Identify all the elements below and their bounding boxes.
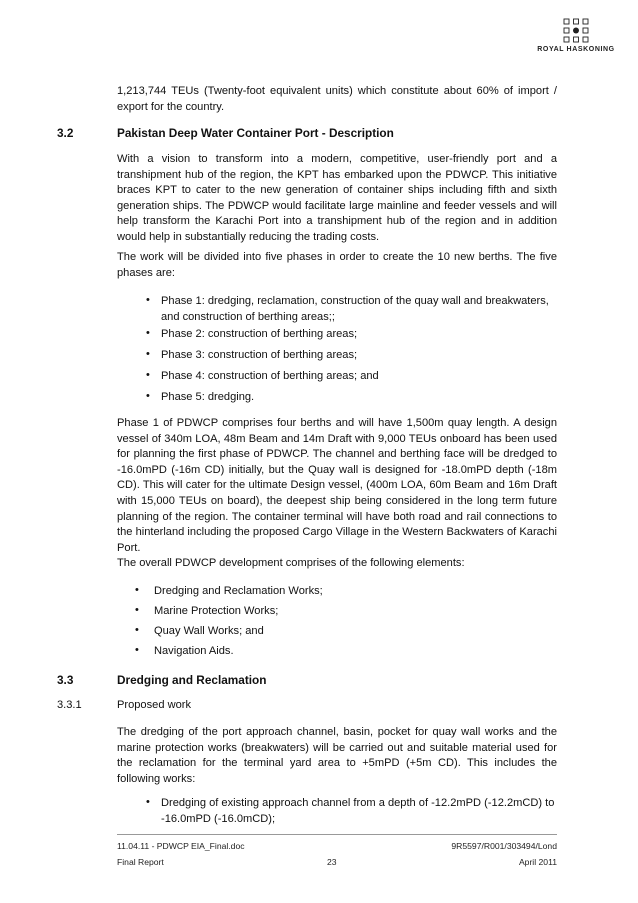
list-item: Phase 1: dredging, reclamation, construction of the quay wall and breakwaters, and construction of berthing areas;; xyxy=(161,295,549,323)
bullet: • xyxy=(146,369,150,381)
section-number: 3.3 xyxy=(57,673,74,687)
bullet: • xyxy=(146,327,150,339)
footer-divider xyxy=(117,834,557,835)
bullet: • xyxy=(135,604,139,616)
list-item: Navigation Aids. xyxy=(154,645,234,657)
subsection-title: Proposed work xyxy=(117,699,191,711)
bullet: • xyxy=(135,644,139,656)
list-item: Marine Protection Works; xyxy=(154,605,279,617)
list-item: Dredging of existing approach channel from a depth of -12.2mPD (-12.2mCD) to -16.0mPD (-16.0mCD); xyxy=(161,797,555,825)
page-number: 23 xyxy=(327,857,337,867)
bullet: • xyxy=(135,584,139,596)
list-item: Dredging and Reclamation Works; xyxy=(154,585,323,597)
footer-report: Final Report xyxy=(117,857,164,867)
bullet: • xyxy=(146,348,150,360)
section-paragraph: With a vision to transform into a modern, competitive, user-friendly port and a transhipment hub of the region, the KPT has embarked upon the PDWCP. This initiative braces KPT to cater to the new generation of container ships including fifth and sixth generation ships. The PDWCP would facilitate large mainline and feeder vessels and will help transform the Karachi Port into a transhipment hub of the region and in addition would help in substantially reducing the trading costs. xyxy=(117,153,557,243)
list-item: Phase 2: construction of berthing areas; xyxy=(161,328,358,340)
intro-paragraph: 1,213,744 TEUs (Twenty-foot equivalent units) which constitute about 60% of import / export for the country. xyxy=(117,85,557,113)
footer-filename: 11.04.11 - PDWCP EIA_Final.doc xyxy=(117,841,245,851)
subsection-number: 3.3.1 xyxy=(57,699,82,711)
list-item: Quay Wall Works; and xyxy=(154,625,264,637)
bullet: • xyxy=(146,390,150,402)
section-paragraph: Phase 1 of PDWCP comprises four berths and will have 1,500m quay length. A design vessel of 340m LOA, 48m Beam and 14m Draft with 9,000 TEUs onboard has been used for planning the first phase of PDWCP. The channel and berthing face will be dredged to -16.0mPD (-16m CD) initially, but the Quay wall is designed for -18.0mPD depth (-18m CD). This will cater for the ultimate Design vessel, (400m LOA, 60m Beam and 16m Draft with 15,000 TEUs on board), the deepest ship being considered in the long term future planning of the region. The container terminal will have both road and rail connections to the hinterland including the proposed Cargo Village in the Western Backwaters of Karachi Port. xyxy=(117,417,557,554)
list-item: Phase 5: dredging. xyxy=(161,391,255,403)
section-paragraph: The overall PDWCP development comprises of the following elements: xyxy=(117,557,465,569)
section-paragraph: The dredging of the port approach channel, basin, pocket for quay wall works and the marine protection works (breakwaters) will be carried out and suitable material used for the reclamation for the terminal yard area to +5mPD (+5m CD). This includes the following works: xyxy=(117,726,557,785)
bullet: • xyxy=(135,624,139,636)
brand-name: ROYAL HASKONING xyxy=(537,46,615,53)
section-title: Pakistan Deep Water Container Port - Description xyxy=(117,126,394,140)
footer-date: April 2011 xyxy=(518,857,557,867)
royal-haskoning-logo-icon xyxy=(561,18,591,44)
bullet: • xyxy=(146,796,150,808)
footer-reference: 9R5597/R001/303494/Lond xyxy=(451,841,557,851)
section-paragraph: The work will be divided into five phases in order to create the 10 new berths. The five phases are: xyxy=(117,251,557,279)
list-item: Phase 4: construction of berthing areas; and xyxy=(161,370,379,382)
section-number: 3.2 xyxy=(57,126,74,140)
section-title: Dredging and Reclamation xyxy=(117,673,267,687)
bullet: • xyxy=(146,294,150,306)
list-item: Phase 3: construction of berthing areas; xyxy=(161,349,358,361)
company-logo xyxy=(526,18,626,53)
